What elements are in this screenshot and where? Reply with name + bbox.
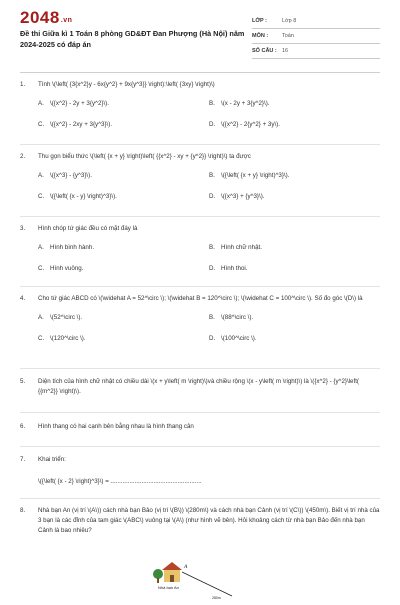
edge-length-label: 280m: [212, 596, 221, 600]
question-text: Cho tứ giác ABCD có \(\widehat A = 52^\circ \); \(\widehat B = 120^\circ \); \(\widehat C = 100^\circ \). Số đo góc \(D\) là: [38, 295, 363, 302]
option-text: \(120^\circ \).: [50, 335, 86, 342]
option-b[interactable]: [209, 99, 380, 109]
option-c[interactable]: [38, 192, 209, 202]
question-number: 7.: [20, 456, 26, 463]
header-divider: [20, 72, 380, 73]
option-text: \(100^\circ \).: [221, 335, 257, 342]
question-divider: [20, 498, 380, 499]
options: [20, 99, 380, 130]
option-label: B.: [209, 244, 215, 251]
logo-main: 2048: [20, 8, 60, 27]
question-number: 4.: [20, 295, 26, 302]
option-text: \({\left( {x + y} \right)^3}\).: [221, 172, 290, 179]
question-text: Nhà bạn An (vị trí \(A\)) cách nhà bạn Bảo (vị trí \(B\)) \(280m\) và cách nhà bạn Cảnh (vị trí \(C\)) \(450m\). Biết vị trí nhà của 3 bạn là các đỉnh của tam giác \(ABC\) vuông tại \(A\) (như hình vẽ bên). Hỏi khoảng cách từ nhà bạn Bảo đến nhà bạn Cảnh là bao nhiêu?: [38, 507, 380, 534]
site-logo[interactable]: [20, 8, 72, 28]
question-divider: [20, 368, 380, 369]
option-d[interactable]: [209, 120, 380, 130]
meta-table: [252, 14, 380, 59]
logo-suffix: .vn: [60, 17, 73, 24]
option-label: B.: [209, 172, 215, 179]
option-text: \(x - 2y + 3{y^2}\).: [221, 100, 270, 107]
tree-icon: [153, 569, 163, 579]
option-b[interactable]: [209, 171, 380, 181]
option-c[interactable]: [38, 264, 209, 274]
meta-value: Toán: [282, 33, 294, 39]
question-8: [20, 506, 380, 536]
option-text: \({x^3} - {y^3}\).: [50, 172, 92, 179]
option-label: C.: [38, 265, 45, 272]
option-text: \({x^2} - 2xy + 3{y^3}\).: [50, 121, 113, 128]
option-label: D.: [209, 193, 216, 200]
options: [20, 313, 380, 344]
meta-key: MÔN :: [252, 33, 269, 39]
option-text: \({x^2} - 2{y^2} + 3y\).: [221, 121, 280, 128]
question-text: Hình thang có hai cạnh bên bằng nhau là hình thang cân: [38, 423, 194, 430]
question-text: Hình chóp tứ giác đều có mặt đáy là: [38, 225, 138, 232]
expansion-answer-line[interactable]: \({\left( {x - 2} \right)^3}\) = .....................................................: [38, 478, 202, 485]
option-d[interactable]: [209, 334, 380, 344]
option-b[interactable]: [209, 243, 380, 253]
option-d[interactable]: [209, 264, 380, 274]
meta-row-subject: [252, 29, 380, 44]
meta-key: SỐ CÂU :: [252, 48, 277, 54]
options: [20, 243, 380, 274]
meta-row-count: [252, 44, 380, 59]
question-divider: [20, 286, 380, 287]
meta-value: Lớp 8: [282, 18, 297, 24]
option-text: Hình thoi.: [221, 265, 248, 272]
option-label: A.: [38, 100, 44, 107]
meta-row-class: [252, 14, 380, 29]
option-label: C.: [38, 335, 45, 342]
option-text: Hình chữ nhật.: [221, 244, 262, 251]
option-c[interactable]: [38, 120, 209, 130]
question-6: [20, 422, 380, 432]
meta-value: 16: [282, 48, 289, 54]
question-divider: [20, 446, 380, 447]
option-c[interactable]: [38, 334, 209, 344]
question-divider: [20, 144, 380, 145]
option-label: A.: [38, 314, 44, 321]
option-a[interactable]: [38, 313, 209, 323]
option-text: \({x^3} + {y^3}\).: [221, 193, 265, 200]
question-3: [20, 224, 380, 274]
house-triangle-figure: [140, 560, 260, 600]
option-text: \(88^\circ \).: [221, 314, 254, 321]
question-number: 8.: [20, 507, 26, 514]
house-roof: [162, 562, 182, 570]
question-5: [20, 377, 380, 397]
triangle-figure: [140, 560, 260, 600]
option-label: A.: [38, 244, 44, 251]
question-text: Tính \(\left( {3{x^2}y - 6x{y^2} + 9x{y^3}} \right):\left( {3xy} \right)\): [38, 81, 215, 88]
question-number: 6.: [20, 423, 26, 430]
option-label: B.: [209, 314, 215, 321]
question-divider: [20, 216, 380, 217]
question-4: [20, 294, 380, 344]
option-d[interactable]: [209, 192, 380, 202]
option-text: \({\left( {x - y} \right)^3}\).: [50, 193, 117, 200]
question-2: [20, 152, 380, 202]
option-b[interactable]: [209, 313, 380, 323]
option-a[interactable]: [38, 171, 209, 181]
option-label: B.: [209, 100, 215, 107]
question-1: [20, 80, 380, 130]
options: [20, 171, 380, 202]
option-label: D.: [209, 265, 216, 272]
option-text: \({x^2} - 2y + 3{y^2}\).: [50, 100, 109, 107]
option-label: D.: [209, 121, 216, 128]
question-text: Khai triển:: [38, 456, 66, 463]
header: [0, 0, 400, 68]
triangle-edge-ab: [182, 572, 232, 596]
question-text: Thu gọn biểu thức \(\left( {x + y} \right)\left( {{x^2} - xy + {y^2}} \right)\) ta được: [38, 153, 251, 160]
option-label: D.: [209, 335, 216, 342]
option-label: A.: [38, 172, 44, 179]
option-label: C.: [38, 193, 45, 200]
question-divider: [20, 412, 380, 413]
question-7: [20, 455, 380, 487]
question-number: 2.: [20, 153, 26, 160]
house-label: Nhà bạn An: [158, 585, 179, 590]
question-number: 5.: [20, 378, 26, 385]
page-title: Đề thi Giữa kì 1 Toán 8 phòng GD&ĐT Đan Phượng (Hà Nội) năm 2024-2025 có đáp án: [20, 29, 245, 49]
question-number: 3.: [20, 225, 26, 232]
option-text: Hình vuông.: [50, 265, 84, 272]
meta-key: LỚP :: [252, 18, 267, 24]
option-text: \(52^\circ \).: [50, 314, 83, 321]
option-text: Hình bình hành.: [50, 244, 95, 251]
option-label: C.: [38, 121, 45, 128]
question-number: 1.: [20, 81, 26, 88]
vertex-a-label: A: [184, 564, 188, 570]
option-a[interactable]: [38, 99, 209, 109]
option-a[interactable]: [38, 243, 209, 253]
question-text: Diện tích của hình chữ nhật có chiều dài \(x + y\left( m \right)\)và chiều rộng \(x - y\left( m \right)\) là \({x^2} - {y^2}\left( {{m^2}} \right)\).: [38, 378, 359, 395]
